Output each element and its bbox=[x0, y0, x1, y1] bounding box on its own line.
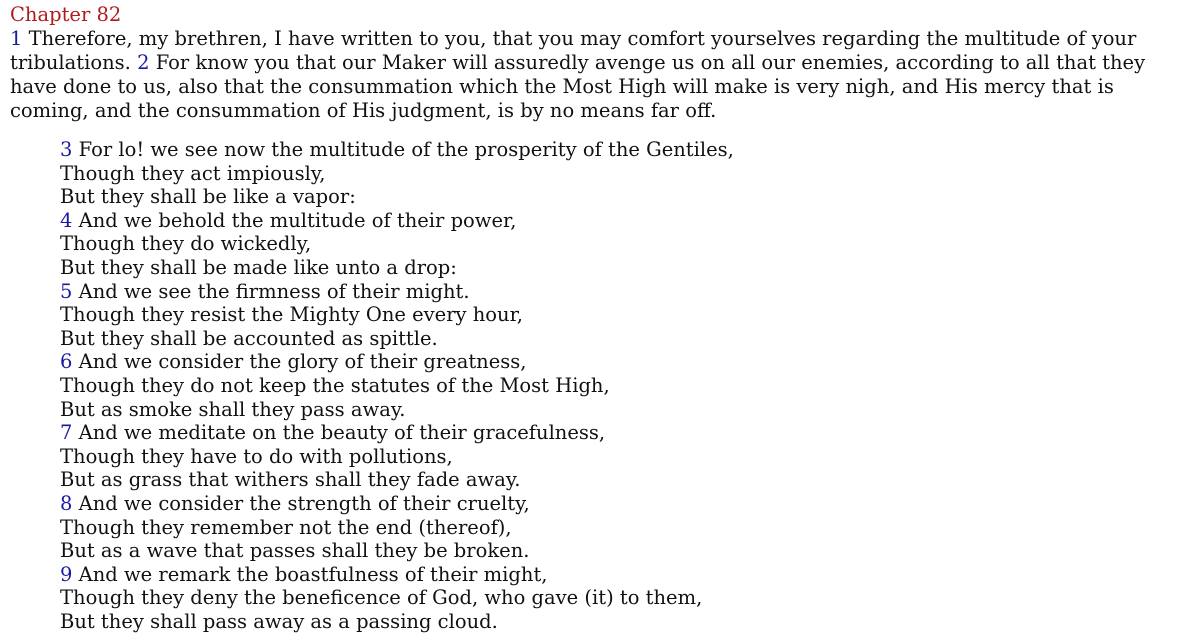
poetry-line bbox=[60, 468, 1200, 492]
verse-text: And we behold the multitude of their power, bbox=[72, 208, 517, 232]
poetry-line bbox=[60, 327, 1200, 351]
poetry-line bbox=[60, 610, 1200, 634]
poetry-line bbox=[60, 539, 1200, 563]
poetry-line bbox=[60, 138, 1200, 162]
verse-number[interactable]: 8 bbox=[60, 491, 73, 515]
poetry-block bbox=[60, 138, 1200, 633]
verse-text: Though they deny the beneficence of God, who gave (it) to them, bbox=[60, 586, 703, 610]
verse-number[interactable]: 1 bbox=[10, 27, 23, 50]
poetry-line bbox=[60, 492, 1200, 516]
verse-text: And we see the firmness of their might. bbox=[72, 279, 470, 303]
verse-text: And we consider the glory of their greatness, bbox=[72, 350, 527, 374]
poetry-line bbox=[60, 256, 1200, 280]
poetry-line bbox=[60, 516, 1200, 540]
poetry-line bbox=[60, 185, 1200, 209]
poetry-line bbox=[60, 398, 1200, 422]
verse-text: But as grass that withers shall they fade away. bbox=[60, 468, 521, 492]
poetry-line bbox=[60, 421, 1200, 445]
poetry-line bbox=[60, 303, 1200, 327]
verse-text: Though they act impiously, bbox=[60, 161, 326, 185]
chapter-title: Chapter 82 bbox=[10, 3, 122, 26]
poetry-line bbox=[60, 586, 1200, 610]
verse-number[interactable]: 2 bbox=[137, 51, 150, 74]
verse-text: And we consider the strength of their cruelty, bbox=[72, 491, 530, 515]
verse-text: Though they remember not the end (thereof), bbox=[60, 515, 512, 539]
verse-number[interactable]: 9 bbox=[60, 562, 73, 586]
poetry-line bbox=[60, 162, 1200, 186]
verse-text: And we remark the boastfulness of their might, bbox=[72, 562, 548, 586]
poetry-line bbox=[60, 232, 1200, 256]
verse-text: Though they have to do with pollutions, bbox=[60, 444, 453, 468]
poetry-line bbox=[60, 209, 1200, 233]
verse-text: Though they do wickedly, bbox=[60, 232, 312, 256]
verse-number[interactable]: 7 bbox=[60, 421, 73, 445]
verse-text: But they shall pass away as a passing cloud. bbox=[60, 609, 498, 633]
verse-text: But they shall be made like unto a drop: bbox=[60, 255, 457, 279]
prose-paragraph bbox=[10, 27, 1190, 123]
poetry-line bbox=[60, 350, 1200, 374]
verse-text: But as smoke shall they pass away. bbox=[60, 397, 406, 421]
verse-text: For lo! we see now the multitude of the prosperity of the Gentiles, bbox=[72, 138, 734, 161]
verse-number[interactable]: 4 bbox=[60, 208, 73, 232]
verse-number[interactable]: 6 bbox=[60, 350, 73, 374]
verse-text: But as a wave that passes shall they be broken. bbox=[60, 539, 530, 563]
verse-text: Though they resist the Mighty One every hour, bbox=[60, 303, 523, 327]
verse-number[interactable]: 3 bbox=[60, 138, 73, 161]
verse-text: But they shall be like a vapor: bbox=[60, 185, 356, 209]
verse-text: Though they do not keep the statutes of the Most High, bbox=[60, 373, 610, 397]
verse-number[interactable]: 5 bbox=[60, 279, 73, 303]
verse-text: But they shall be accounted as spittle. bbox=[60, 326, 438, 350]
verse-text: And we meditate on the beauty of their gracefulness, bbox=[72, 421, 606, 445]
poetry-line bbox=[60, 374, 1200, 398]
verse-text: Therefore, my brethren, I have written to you, that you may comfort yourselves regarding the multitude of your tribulations. bbox=[10, 27, 1137, 74]
poetry-line bbox=[60, 280, 1200, 304]
poetry-line bbox=[60, 445, 1200, 469]
poetry-line bbox=[60, 563, 1200, 587]
verse-text: For know you that our Maker will assuredly avenge us on all our enemies, according to all that they have done to us, also that the consummation which the Most High will make is very nigh, and His mercy that is coming, and the consummation of His judgment, is by no means far off. bbox=[10, 51, 1146, 122]
